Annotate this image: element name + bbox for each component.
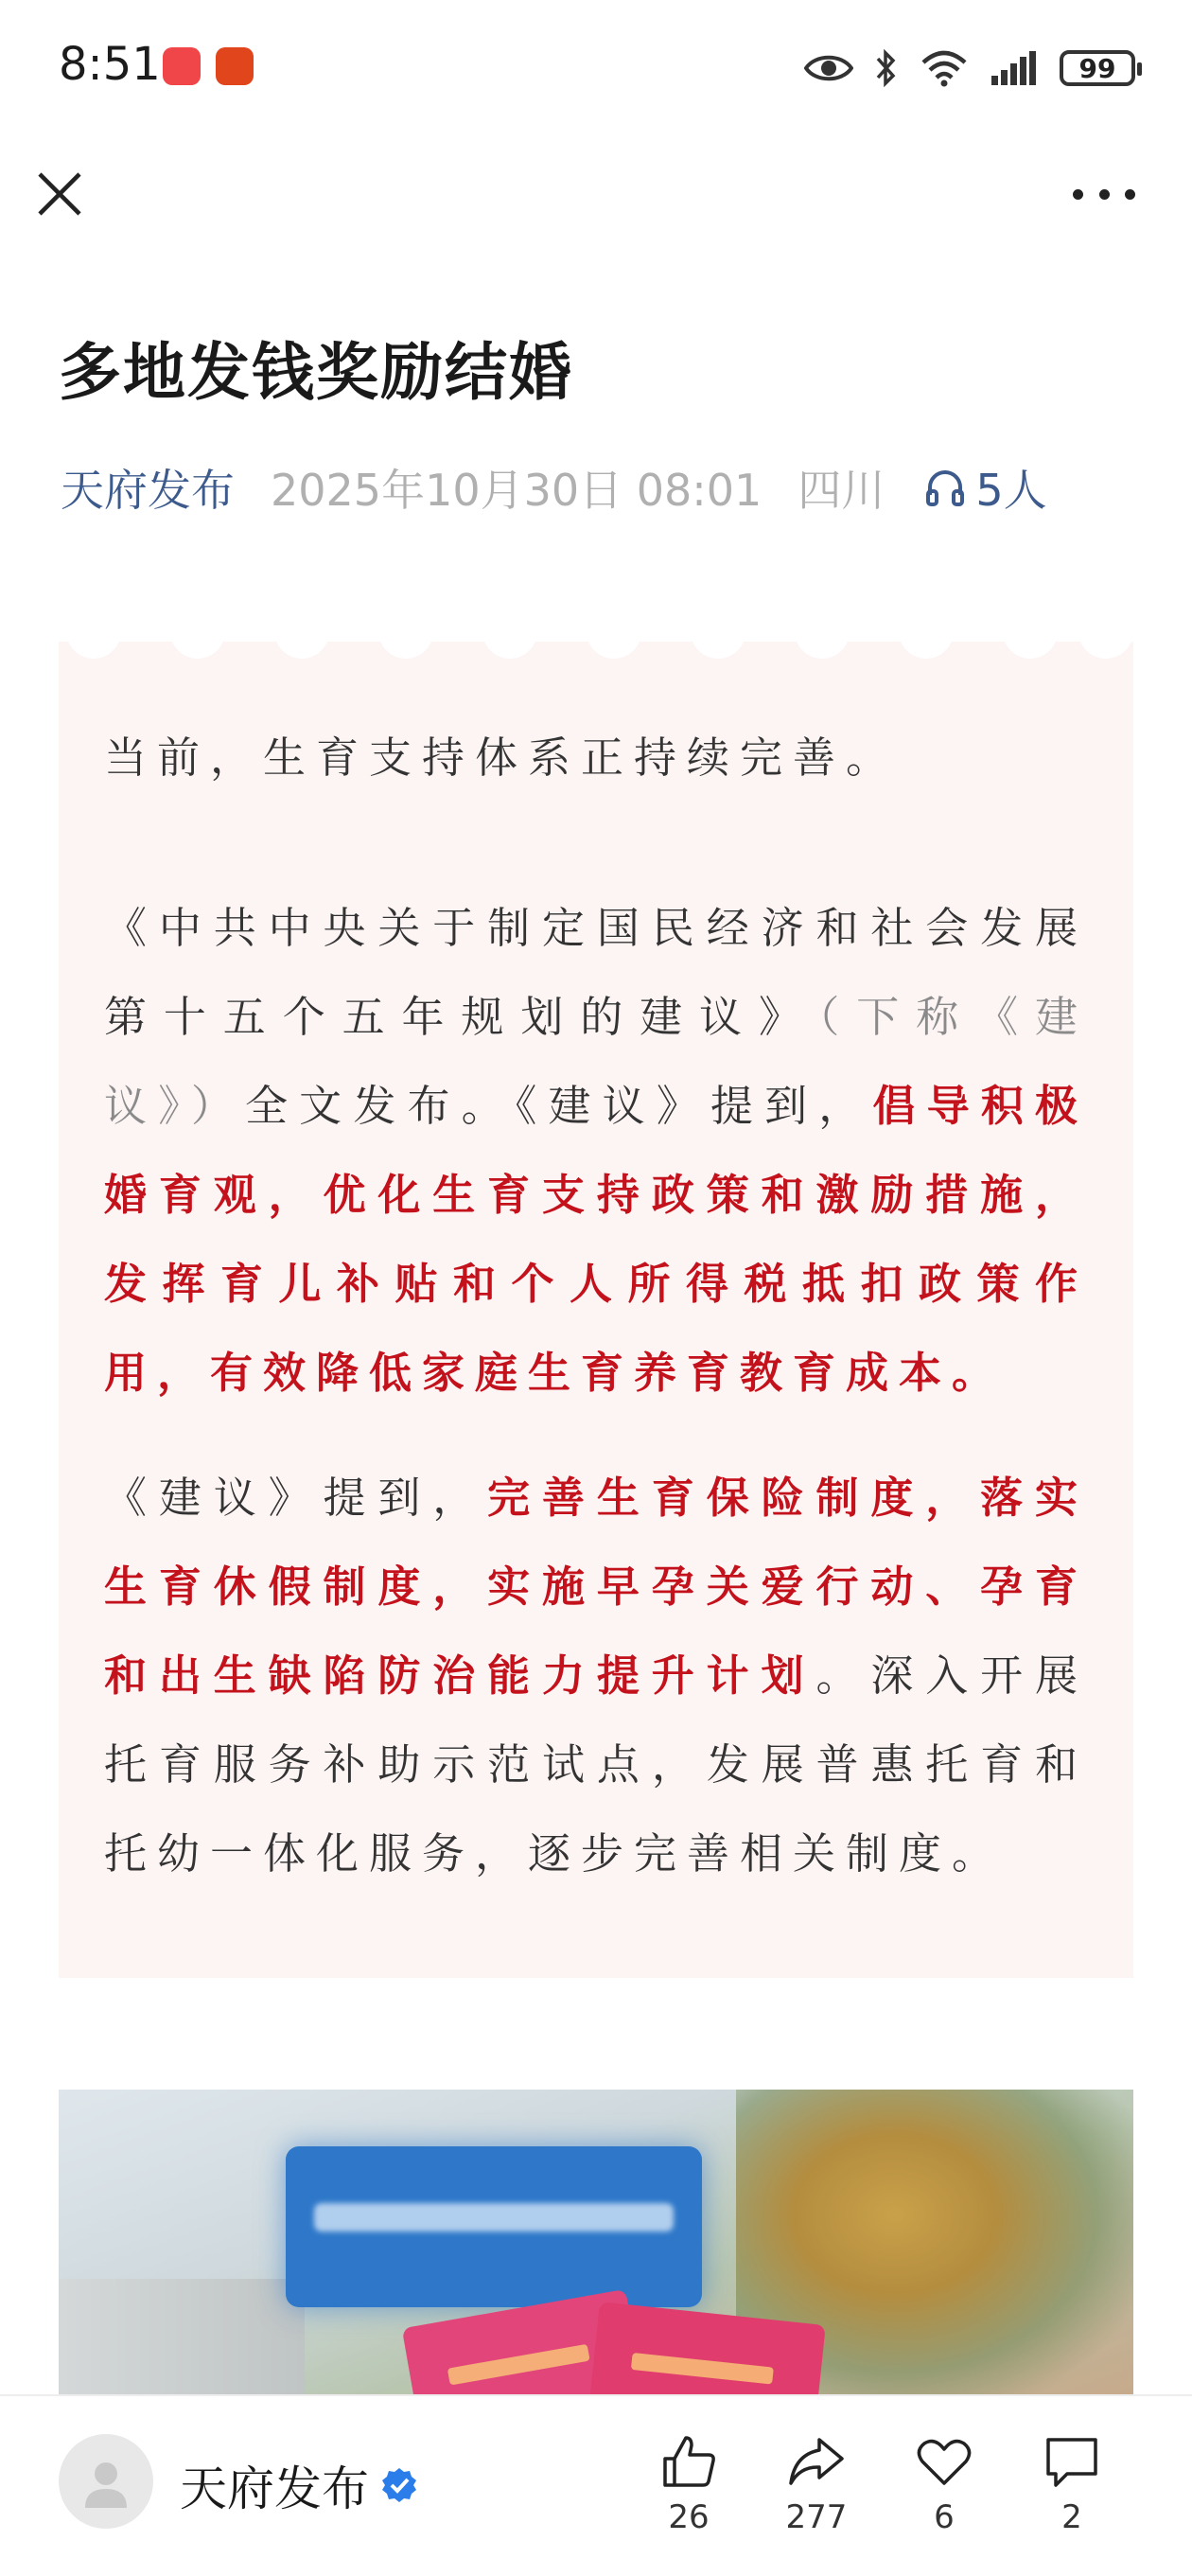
article-photo[interactable]	[59, 2090, 1133, 2402]
battery-indicator: 99	[1060, 50, 1135, 86]
share-button[interactable]	[764, 2432, 868, 2536]
article-content-card	[59, 642, 1133, 1978]
heart-icon	[915, 2432, 973, 2491]
favorite-count: 6	[934, 2498, 955, 2536]
paragraph-3-highlight: 完善生育保险制度，落实生育休假制度，实施早孕关爱行动、孕育和出生缺陷防治能力提升计划	[104, 1473, 1088, 1701]
paragraph-3-text: 《建议》提到，	[104, 1473, 488, 1523]
paragraph-2-aside: （下称《建议》）	[104, 992, 1088, 1131]
wifi-icon	[920, 49, 969, 87]
author-label: 天府发布	[180, 2461, 369, 2516]
card-scallop-border	[59, 642, 1133, 679]
paragraph-3	[104, 1454, 1088, 1898]
paragraph-2-text: 《中共中央关于制定国民经济和社会发展第十五个五年规划的建议》	[104, 903, 1088, 1042]
like-count: 26	[668, 2498, 710, 2536]
close-icon	[36, 170, 83, 218]
headphones-icon	[924, 467, 966, 508]
comment-count: 2	[1061, 2498, 1082, 2536]
like-button[interactable]	[637, 2432, 741, 2536]
paragraph-2	[104, 884, 1088, 1418]
paragraph-2-text: 全文发布。《建议》提到，	[245, 1081, 873, 1131]
article-meta	[61, 456, 1047, 519]
status-icons	[804, 40, 1135, 97]
paragraph-1: 当前，生育支持体系正持续完善。	[104, 732, 900, 783]
publish-date: 2025年10月30日 08:01	[271, 465, 763, 516]
comment-button[interactable]	[1020, 2432, 1124, 2536]
share-count: 277	[785, 2498, 848, 2536]
user-icon	[78, 2453, 134, 2510]
close-button[interactable]	[36, 170, 83, 218]
share-icon	[787, 2432, 846, 2491]
status-bar	[0, 0, 1192, 142]
bottom-action-bar	[0, 2394, 1192, 2576]
article-title: 多地发钱奖励结婚	[59, 336, 573, 409]
listen-button[interactable]	[924, 456, 1046, 519]
listener-count: 5人	[975, 465, 1047, 516]
paragraph-3-text: 。深入开展托育服务补助示范试点，发展普惠托育和托幼一体化服务，逐步完善相关制度。	[104, 1650, 1088, 1879]
avatar[interactable]	[59, 2434, 153, 2529]
paragraph-2-highlight: 倡导积极婚育观，优化生育支持政策和激励措施，发挥育儿补贴和个人所得税抵扣政策作用，有效降低家庭生育养育教育成本。	[104, 1081, 1088, 1398]
signal-icon	[990, 49, 1039, 87]
app-notification-icon	[163, 47, 201, 85]
more-icon	[1073, 189, 1083, 200]
region: 四川	[798, 465, 885, 516]
status-time: 8:51	[59, 38, 161, 91]
bluetooth-icon	[874, 47, 899, 89]
more-button[interactable]	[1073, 185, 1135, 203]
verified-badge-icon	[380, 2466, 418, 2504]
app-notification-icon	[216, 47, 254, 85]
thumbs-up-icon	[659, 2432, 718, 2491]
comment-icon	[1043, 2432, 1101, 2491]
eye-icon	[804, 52, 853, 84]
favorite-button[interactable]	[892, 2432, 996, 2536]
author-name[interactable]	[180, 2451, 418, 2519]
source-link[interactable]: 天府发布	[61, 465, 235, 516]
